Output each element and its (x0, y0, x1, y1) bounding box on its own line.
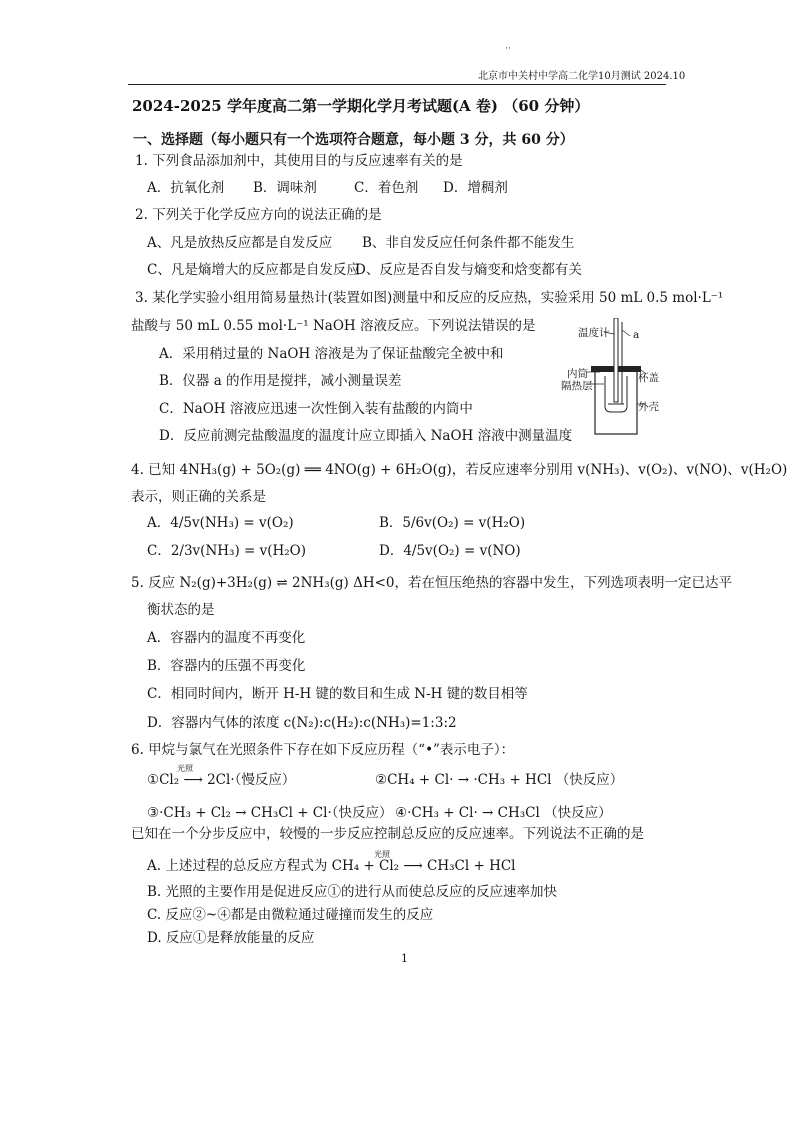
q4-option-b: B．5/6v(O₂) = v(H₂O) (379, 515, 526, 531)
label-thermometer: 温度计 (578, 327, 610, 339)
q6-reaction-1: ①Cl₂ ⟶ 2Cl·（慢反应） (147, 772, 296, 788)
page-number: 1 (401, 952, 408, 965)
top-mark: ·· (505, 44, 511, 54)
q1-option-c: C．着色剂 (354, 180, 419, 196)
label-a: a (633, 329, 640, 341)
q3-stem-line2: 盐酸与 50 mL 0.55 mol·L⁻¹ NaOH 溶液反应。下列说法错误的是 (131, 318, 536, 334)
q2-option-a: A、凡是放热反应都是自发反应 (147, 235, 333, 251)
q3-stem-line1: 3. 某化学实验小组用简易量热计(装置如图)测量中和反应的反应热，实验采用 50 mL 0.5 mol·L⁻¹ (135, 290, 724, 306)
q2-option-b: B、非自发反应任何条件都不能发生 (362, 235, 575, 251)
q4-stem-line1: 4. 已知 4NH₃(g) + 5O₂(g) ══ 4NO(g) + 6H₂O(g)，若反应速率分别用 v(NH₃)、v(O₂)、v(NO)、v(H₂O) (131, 462, 788, 478)
q6-reaction-4: ④·CH₃ + Cl· → CH₃Cl （快反应） (395, 805, 612, 821)
header-text: 北京市中关村中学高二化学10月测试 2024.10 (478, 71, 686, 82)
q3-option-a: A．采用稍过量的 NaOH 溶液是为了保证盐酸完全被中和 (159, 346, 504, 362)
label-inner-cup: 内筒 (567, 368, 588, 380)
q1-stem: 1. 下列食品添加剂中，其使用目的与反应速率有关的是 (135, 153, 463, 169)
q6-stem: 6. 甲烷与氯气在光照条件下存在如下反应历程（“•”表示电子）： (131, 742, 515, 758)
q6-note: 已知在一个分步反应中，较慢的一步反应控制总反应的反应速率。下列说法不正确的是 (131, 826, 644, 842)
q5-option-a: A．容器内的温度不再变化 (147, 630, 306, 646)
q5-option-c: C．相同时间内，断开 H-H 键的数目和生成 N-H 键的数目相等 (147, 686, 528, 702)
q2-option-c: C、凡是熵增大的反应都是自发反应 (147, 262, 360, 278)
q1-option-d: D．增稠剂 (443, 180, 508, 196)
light-label-1: 光照 (177, 764, 193, 773)
q4-option-d: D．4/5v(O₂) = v(NO) (379, 543, 521, 559)
light-label-2: 光照 (374, 850, 390, 859)
q4-option-a: A．4/5v(NH₃) = v(O₂) (147, 515, 294, 531)
label-shell: 外壳 (638, 401, 659, 413)
q6-option-a: A. 上述过程的总反应方程式为 CH₄ + Cl₂ ⟶ CH₃Cl + HCl (147, 858, 516, 874)
q6-option-c: C. 反应②~④都是由微粒通过碰撞而发生的反应 (147, 907, 434, 923)
q6-option-d: D. 反应①是释放能量的反应 (147, 930, 315, 946)
q5-option-b: B．容器内的压强不再变化 (147, 658, 306, 674)
q5-option-d: D．容器内气体的浓度 c(N₂):c(H₂):c(NH₃)=1:3:2 (147, 715, 457, 731)
q5-stem-line1: 5. 反应 N₂(g)+3H₂(g) ⇌ 2NH₃(g) ΔH<0，若在恒压绝热的容器中发生，下列选项表明一定已达平 (131, 575, 732, 591)
q3-option-b: B．仪器 a 的作用是搅拌，减小测量误差 (159, 373, 402, 389)
q6-reaction-2: ②CH₄ + Cl· → ·CH₃ + HCl （快反应） (375, 772, 624, 788)
q3-option-c: C．NaOH 溶液应迅速一次性倒入装有盐酸的内筒中 (159, 401, 473, 417)
q4-option-c: C．2/3v(NH₃) = v(H₂O) (147, 543, 307, 559)
q2-option-d: D、反应是否自发与熵变和焓变都有关 (355, 262, 582, 278)
label-lid: 杯盖 (638, 372, 659, 384)
q6-option-b: B. 光照的主要作用是促进反应①的进行从而使总反应的反应速率加快 (147, 884, 558, 900)
label-insulation: 隔热层 (561, 380, 593, 392)
page-title: 2024-2025 学年度高二第一学期化学月考试题(A 卷) （60 分钟） (132, 97, 590, 115)
q6-reaction-3: ③·CH₃ + Cl₂ → CH₃Cl + Cl·（快反应） (147, 805, 393, 821)
q1-option-a: A．抗氧化剂 (147, 180, 225, 196)
q5-stem-line2: 衡状态的是 (147, 602, 215, 618)
q1-option-b: B．调味剂 (253, 180, 317, 196)
section-heading: 一、选择题（每小题只有一个选项符合题意，每小题 3 分，共 60 分） (133, 132, 574, 148)
q2-stem: 2. 下列关于化学反应方向的说法正确的是 (135, 207, 382, 223)
header-rule (128, 84, 666, 85)
q3-option-d: D．反应前测完盐酸温度的温度计应立即插入 NaOH 溶液中测量温度 (159, 428, 573, 444)
q4-stem-line2: 表示，则正确的关系是 (131, 489, 266, 505)
